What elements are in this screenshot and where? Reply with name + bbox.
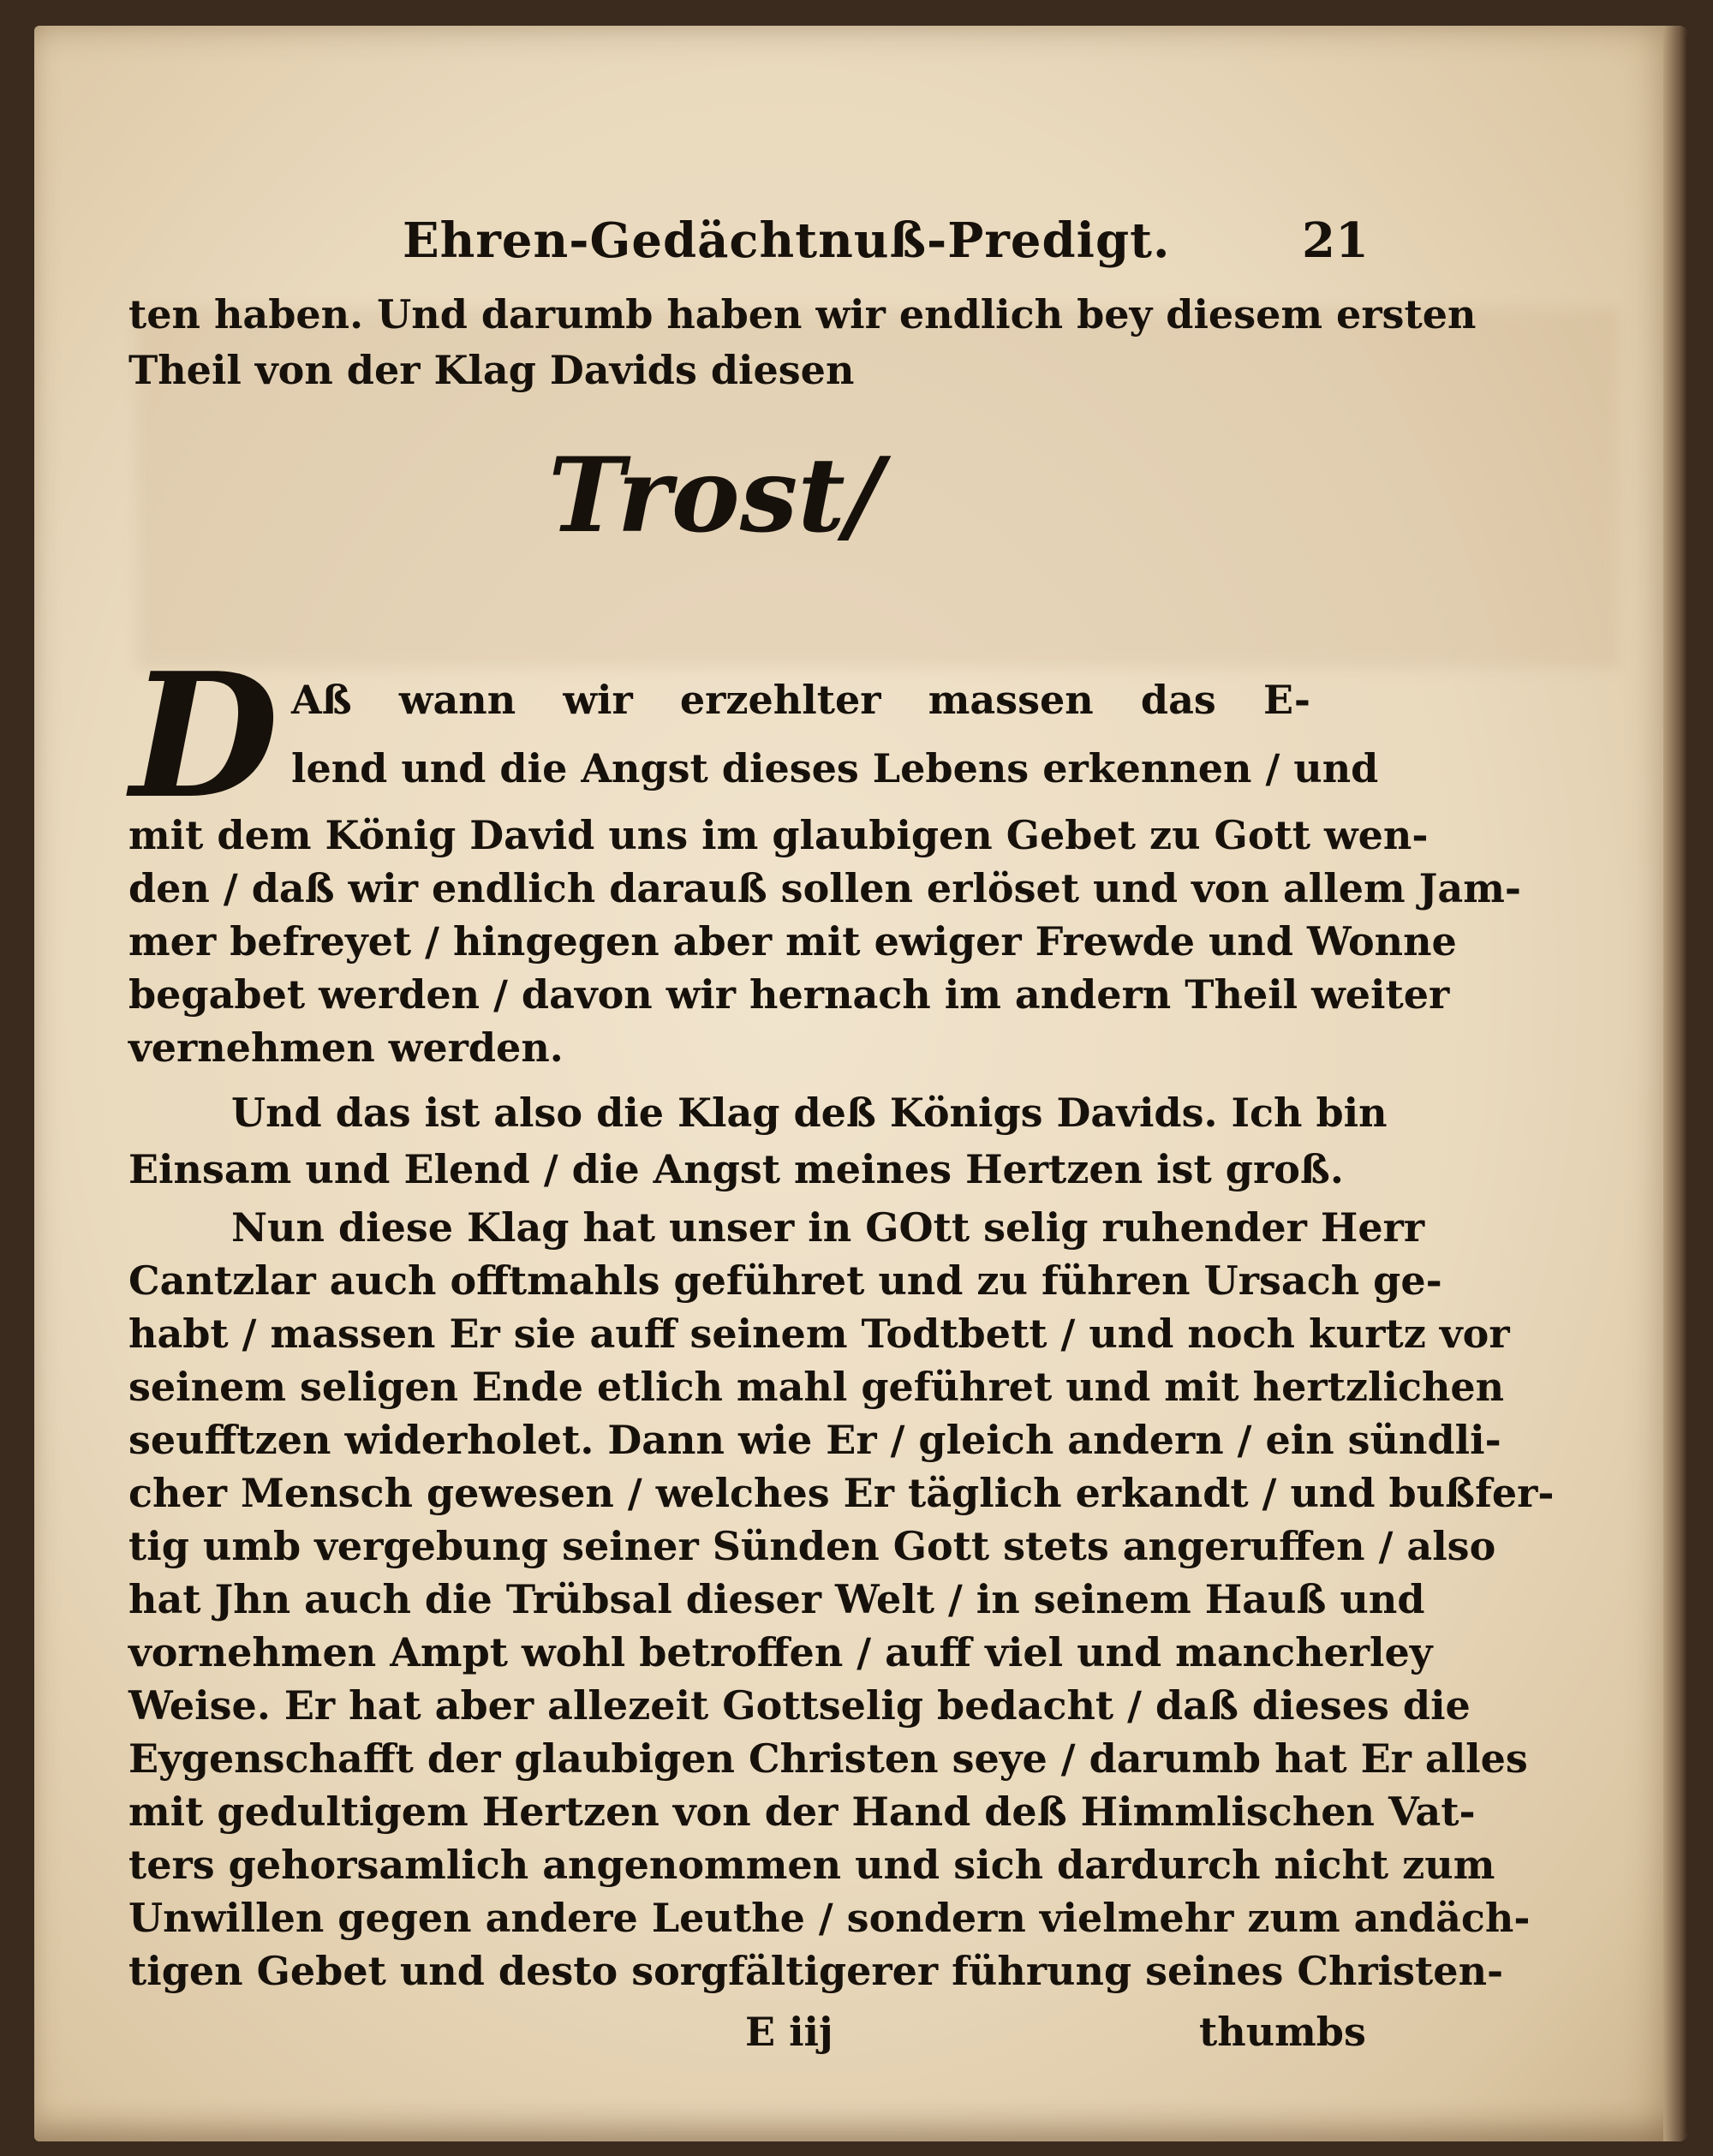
text-line: seinem seligen Ende etlich mahl geführet und mit hertzlichen	[128, 1364, 1505, 1410]
text-line: tig umb vergebung seiner Sünden Gott stets angeruffen / also	[128, 1523, 1496, 1569]
text-line: Unwillen gegen andere Leuthe / sondern vielmehr zum andäch-	[128, 1895, 1531, 1941]
text-line: lend und die Angst dieses Lebens erkennen / und	[291, 745, 1379, 791]
text-line: Einsam und Elend / die Angst meines Hertzen ist groß.	[128, 1146, 1344, 1192]
running-head: Ehren-Gedächtnuß-Predigt.	[403, 212, 1171, 269]
catchword: thumbs	[1199, 2009, 1366, 2055]
text-line: hat Jhn auch die Trübsal dieser Welt / in seinem Hauß und	[128, 1576, 1425, 1622]
text-line: begabet werden / davon wir hernach im andern Theil weiter	[128, 971, 1450, 1018]
text-line: Nun diese Klag hat unser in GOtt selig ruhender Herr	[231, 1204, 1425, 1251]
text-line: vernehmen werden.	[128, 1024, 564, 1071]
text-line: seufftzen widerholet. Dann wie Er / gleich andern / ein sündli-	[128, 1417, 1501, 1463]
text-line: Eygenschafft der glaubigen Christen seye / darumb hat Er alles	[128, 1735, 1528, 1782]
text-line: mit dem König David uns im glaubigen Gebet zu Gott wen-	[128, 812, 1429, 858]
text-line: vornehmen Ampt wohl betroffen / auff viel und mancherley	[128, 1629, 1433, 1675]
text-line: Und das ist also die Klag deß Königs Davids. Ich bin	[231, 1090, 1388, 1136]
text-line: ters gehorsamlich angenommen und sich dardurch nicht zum	[128, 1842, 1495, 1888]
text-line: Aß wann wir erzehlter massen das E-	[291, 677, 1310, 723]
drop-cap: D	[130, 636, 279, 837]
page-gutter-shadow	[1663, 26, 1687, 2141]
text-line: tigen Gebet und desto sorgfältigerer führung seines Christen-	[128, 1948, 1504, 1994]
text-line: Cantzlar auch offtmahls geführet und zu führen Ursach ge-	[128, 1257, 1442, 1304]
text-line: Theil von der Klag Davids diesen	[128, 347, 855, 393]
text-line: habt / massen Er sie auff seinem Todtbett / und noch kurtz vor	[128, 1311, 1510, 1357]
text-line: mer befreyet / hingegen aber mit ewiger Frewde und Wonne	[128, 918, 1457, 965]
text-line: cher Mensch gewesen / welches Er täglich erkandt / und bußfer-	[128, 1470, 1555, 1516]
section-heading: Trost/	[548, 435, 883, 556]
signature-mark: E iij	[745, 2009, 833, 2055]
text-line: Weise. Er hat aber allezeit Gottselig bedacht / daß dieses die	[128, 1682, 1471, 1729]
page-number: 21	[1302, 212, 1369, 269]
book-page	[34, 26, 1687, 2141]
text-line: den / daß wir endlich darauß sollen erlöset und von allem Jam-	[128, 865, 1521, 911]
text-line: ten haben. Und darumb haben wir endlich bey diesem ersten	[128, 291, 1477, 337]
text-line: mit gedultigem Hertzen von der Hand deß Himmlischen Vat-	[128, 1789, 1476, 1835]
